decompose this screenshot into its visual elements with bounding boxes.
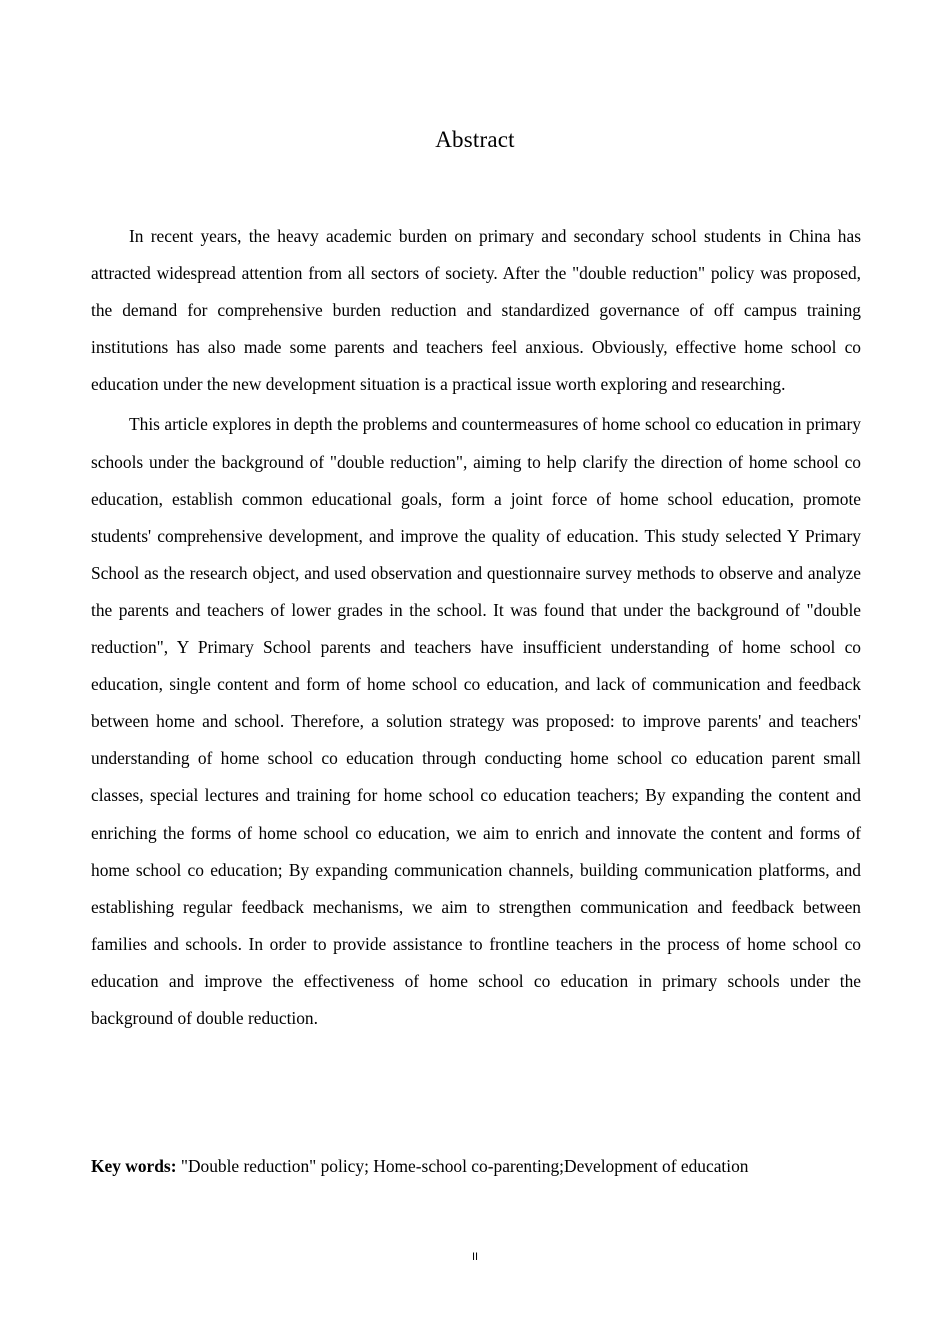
keywords-text: "Double reduction" policy; Home-school co-parenting;Development of education: [176, 1156, 749, 1176]
page-number: II: [471, 1251, 479, 1263]
keywords-line: [91, 1151, 871, 1181]
keywords-label: Key words:: [91, 1156, 177, 1176]
page-title: Abstract: [435, 127, 515, 152]
abstract-paragraph-1: In recent years, the heavy academic burden on primary and secondary school students in China has attracted widespread attention from all sectors of society. After the "double reduction" policy was proposed, the demand for comprehensive burden reduction and standardized governance of off campus training institutions has also made some parents and teachers feel anxious. Obviously, effective home school co education under the new development situation is a practical issue worth exploring and researching.: [91, 226, 861, 395]
abstract-paragraph-2: This article explores in depth the problems and countermeasures of home school co education in primary schools under the background of "double reduction", aiming to help clarify the direction of home school co education, establish common educational goals, form a joint force of home school education, promote students' comprehensive development, and improve the quality of education. This study selected Y Primary School as the research object, and used observation and questionnaire survey methods to observe and analyze the parents and teachers of lower grades in the school. It was found that under the background of "double reduction", Y Primary School parents and teachers have insufficient understanding of home school co education, single content and form of home school co education, and lack of communication and feedback between home and school. Therefore, a solution strategy was proposed: to improve parents' and teachers' understanding of home school co education through conducting home school co education parent small classes, special lectures and training for home school co education teachers; By expanding the content and enriching the forms of home school co education, we aim to enrich and innovate the content and forms of home school co education; By expanding communication channels, building communication platforms, and establishing regular feedback mechanisms, we aim to strengthen communication and feedback between families and schools. In order to provide assistance to frontline teachers in the process of home school co education and improve the effectiveness of home school co education in primary schools under the background of double reduction.: [91, 414, 861, 1028]
abstract-body: [91, 218, 861, 1037]
